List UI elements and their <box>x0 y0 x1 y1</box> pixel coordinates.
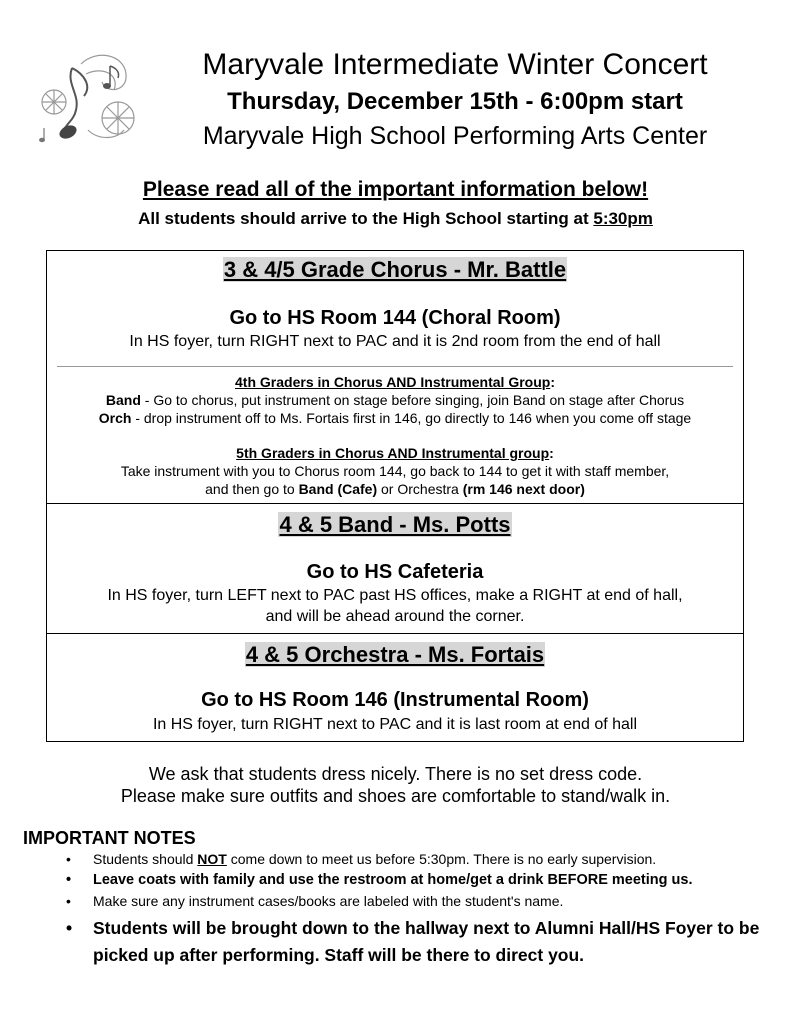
note1-c: come down to meet us before 5:30pm. There is no early supervision. <box>226 851 657 867</box>
grade5-line2 <box>47 480 743 498</box>
read-info-alert: Please read all of the important information below! <box>142 178 649 201</box>
grade5-line2-a: and then go to <box>205 481 299 497</box>
band-heading-text: 4 & 5 Band - Ms. Potts <box>279 512 511 537</box>
chorus-directions: In HS foyer, turn RIGHT next to PAC and it is 2nd room from the end of hall <box>129 333 661 350</box>
important-notes-list <box>66 850 766 969</box>
arrival-instructions <box>0 209 791 229</box>
grade4-orch-line <box>47 409 743 427</box>
grade5-line1: Take instrument with you to Chorus room 144, go back to 144 to get it with staff member, <box>120 463 670 479</box>
orchestra-heading-text: 4 & 5 Orchestra - Ms. Fortais <box>245 642 545 667</box>
grade4-heading <box>47 373 743 391</box>
arrival-time: 5:30pm <box>593 209 653 228</box>
orchestra-heading <box>47 642 743 668</box>
orchestra-section <box>46 633 744 742</box>
grade5-heading-text: 5th Graders in Chorus AND Instrumental group <box>236 445 550 461</box>
dress-line-1: We ask that students dress nicely. There is no set dress code. <box>148 764 643 784</box>
band-goto: Go to HS Cafeteria <box>306 561 484 583</box>
grade5-heading <box>47 444 743 462</box>
band-label: Band <box>105 392 141 408</box>
grade5-line2-b: Band (Cafe) <box>298 481 378 497</box>
concert-venue: Maryvale High School Performing Arts Center <box>202 122 708 150</box>
arrival-text: All students should arrive to the High School starting at <box>138 209 594 228</box>
band-heading <box>47 512 743 538</box>
note-item: • Make sure any instrument cases/books are labeled with the student's name. <box>66 892 766 911</box>
grade5-line2-c: or Orchestra <box>377 481 463 497</box>
chorus-section <box>46 250 744 504</box>
grade5-colon: : <box>549 445 554 461</box>
concert-title: Maryvale Intermediate Winter Concert <box>202 48 708 81</box>
dress-code <box>0 763 791 807</box>
band-text: - Go to chorus, put instrument on stage before singing, join Band on stage after Chorus <box>140 392 685 408</box>
chorus-heading-text: 3 & 4/5 Grade Chorus - Mr. Battle <box>223 257 567 282</box>
note-item: • Leave coats with family and use the restroom at home/get a drink BEFORE meeting us. <box>66 871 766 890</box>
concert-date-time: Thursday, December 15th - 6:00pm start <box>227 88 683 115</box>
orch-text: - drop instrument off to Ms. Fortais first in 146, go directly to 146 when you come off stage <box>131 410 692 426</box>
note-item: • Students will be brought down to the hallway next to Alumni Hall/HS Foyer to be picked up after performing. Staff will be there to direct you. <box>66 915 766 969</box>
section-divider <box>57 366 733 367</box>
dress-line-2: Please make sure outfits and shoes are comfortable to stand/walk in. <box>120 786 671 806</box>
orch-label: Orch <box>98 410 132 426</box>
orchestra-directions: In HS foyer, turn RIGHT next to PAC and it is last room at end of hall <box>152 716 638 733</box>
chorus-heading <box>47 257 743 283</box>
grade4-colon: : <box>550 374 555 390</box>
band-section <box>46 503 744 634</box>
orchestra-goto: Go to HS Room 146 (Instrumental Room) <box>201 689 589 711</box>
grade4-band-line <box>47 391 743 409</box>
note1-a: Students should <box>93 851 198 867</box>
chorus-goto: Go to HS Room 144 (Choral Room) <box>229 307 561 329</box>
music-note-snowflake-icon <box>36 44 144 148</box>
important-notes-heading: IMPORTANT NOTES <box>23 828 196 848</box>
note-item <box>66 850 766 869</box>
note1-not: NOT <box>197 851 227 867</box>
band-directions-1: In HS foyer, turn LEFT next to PAC past HS offices, make a RIGHT at end of hall, <box>107 587 683 604</box>
band-directions-2: and will be ahead around the corner. <box>265 608 525 625</box>
grade5-line2-d: (rm 146 next door) <box>462 481 585 497</box>
grade4-heading-text: 4th Graders in Chorus AND Instrumental Group <box>235 374 551 390</box>
